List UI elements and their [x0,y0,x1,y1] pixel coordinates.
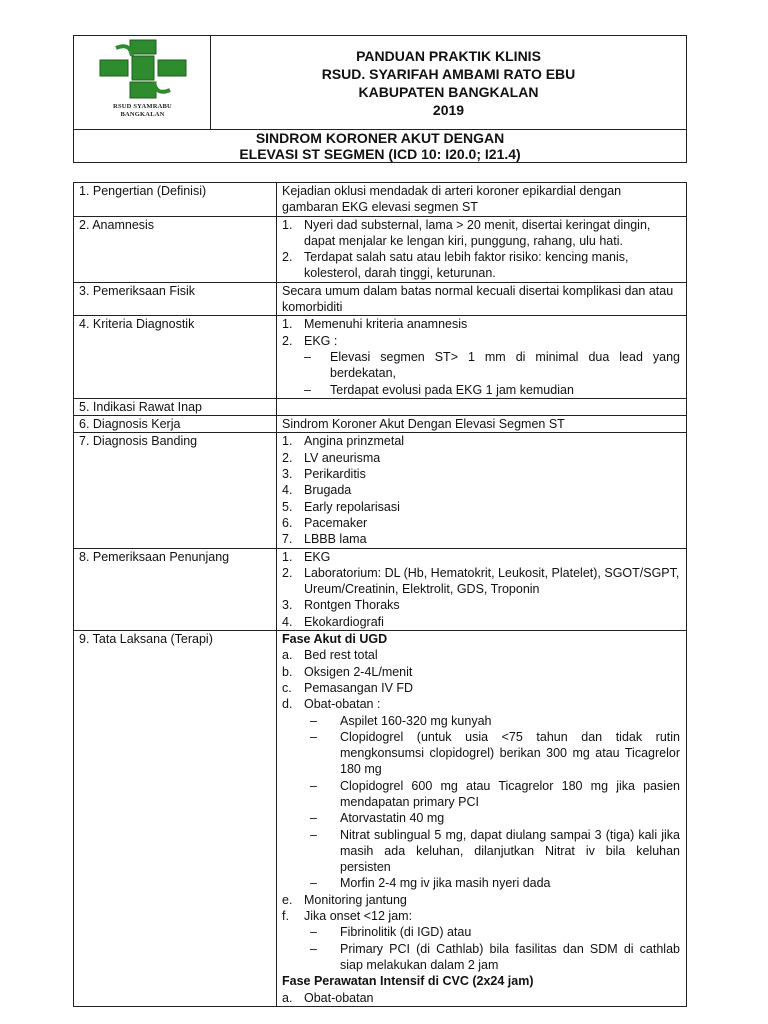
subtitle-line: ELEVASI ST SEGMEN (ICD 10: I20.0; I21.4) [239,146,521,162]
table-row [74,216,687,282]
row-content [277,631,687,1007]
list-item: 5. Early repolarisasi [282,499,400,514]
row-label: 4. Kriteria Diagnostik [74,316,277,398]
list-item: 3. Perikarditis [282,467,366,482]
phase-heading: Fase Akut di UGD [282,632,388,647]
row-content: Secara umum dalam batas normal kecuali disertai komplikasi dan atau komorbiditi [277,282,687,316]
row-content [277,316,687,398]
list-item: c. Pemasangan IV FD [282,680,414,695]
sub-list-item: – Clopidogrel 600 mg atau Ticagrelor 180 mg jika pasien mendapatan primary PCI [310,778,680,809]
list-item: 1. Angina prinzmetal [282,434,405,449]
header-title [211,36,686,129]
row-label: 2. Anamnesis [74,216,277,282]
sub-list-item: – Fibrinolitik (di IGD) atau [310,925,472,940]
row-content: Kejadian oklusi mendadak di arteri koroner epikardial dengan gambaran EKG elevasi segmen ST [277,183,687,217]
sub-list-item: – Primary PCI (di Cathlab) bila fasilitas dan SDM di cathlab siap melakukan dalam 2 jam [310,941,680,972]
table-row [74,416,687,433]
sub-list-item: – Atorvastatin 40 mg [310,811,445,826]
list-item: 4. Brugada [282,483,352,498]
row-content: Sindrom Koroner Akut Dengan Elevasi Segmen ST [277,416,687,433]
hospital-logo [74,36,211,129]
document-header [73,35,687,163]
sub-list-item: – Elevasi segmen ST> 1 mm di minimal dua lead yang berdekatan, [304,349,680,381]
title-line: PANDUAN PRAKTIK KLINIS [356,47,541,64]
list-item: 7. LBBB lama [282,532,367,547]
row-label: 9. Tata Laksana (Terapi) [74,631,277,1007]
phase-heading: Fase Perawatan Intensif di CVC (2x24 jam) [282,974,534,989]
list-item: 4. Ekokardiografi [282,614,384,629]
list-item: 2. Terdapat salah satu atau lebih faktor risiko: kencing manis, kolesterol, darah tinggi, keturunan. [282,250,629,281]
row-label: 3. Pemeriksaan Fisik [74,282,277,316]
row-label: 7. Diagnosis Banding [74,433,277,548]
table-row [74,398,687,415]
list-item: e. Monitoring jantung [282,892,407,907]
title-line: 2019 [432,101,465,118]
sub-list-item: – Aspilet 160-320 mg kunyah [310,713,492,728]
list-item: 3. Rontgen Thoraks [282,598,400,613]
row-label: 5. Indikasi Rawat Inap [74,398,277,415]
row-content [277,548,687,630]
sub-list-item: – Clopidogrel (untuk usia <75 tahun dan tidak rutin mengkonsumsi clopidogrel) berikan 300 mg atau Ticagrelor 180 mg [310,729,680,777]
list-item: f. Jika onset <12 jam: [282,909,413,924]
row-label: 8. Pemeriksaan Penunjang [74,548,277,630]
table-row [74,433,687,548]
row-content [277,216,687,282]
list-item: 2. LV aneurisma [282,450,381,465]
list-item: d. Obat-obatan : [282,697,381,712]
sub-list-item: – Morfin 2-4 mg iv jika masih nyeri dada [310,876,551,891]
table-row [74,316,687,398]
table-row [74,631,687,1007]
logo-text-top: RSUD SYAMRABU [113,103,172,110]
list-item: a. Bed rest total [282,648,378,663]
sub-list-item: – Terdapat evolusi pada EKG 1 jam kemudian [304,382,574,397]
list-item: 2. EKG : [282,333,338,348]
guideline-table [73,182,687,1007]
list-item: a. Obat-obatan [282,990,374,1005]
row-content [277,398,687,415]
list-item: 2. Laboratorium: DL (Hb, Hematokrit, Leukosit, Platelet), SGOT/SGPT, Ureum/Creatinin, Elektrolit, GDS, Troponin [282,565,680,597]
list-item: 1. EKG [282,549,331,564]
document-subtitle [74,129,686,162]
title-line: KABUPATEN BANGKALAN [358,83,539,100]
cross-logo-icon [96,38,190,102]
row-label: 1. Pengertian (Definisi) [74,183,277,217]
list-item: 1. Nyeri dad substernal, lama > 20 menit, disertai keringat dingin, dapat menjalar ke lengan kiri, punggung, rahang, ulu hati. [282,217,651,248]
list-item: 6. Pacemaker [282,515,368,530]
row-content [277,433,687,548]
table-row [74,183,687,217]
table-row [74,282,687,316]
row-label: 6. Diagnosis Kerja [74,416,277,433]
title-line: RSUD. SYARIFAH AMBAMI RATO EBU [321,65,576,82]
table-row [74,548,687,630]
sub-list-item: – Nitrat sublingual 5 mg, dapat diulang sampai 3 (tiga) kali jika masih ada keluhan, dilanjutkan Nitrat iv bila keluhan persisten [310,827,680,875]
subtitle-line: SINDROM KORONER AKUT DENGAN [255,130,505,146]
list-item: 1. Memenuhi kriteria anamnesis [282,317,468,332]
list-item: b. Oksigen 2-4L/menit [282,664,413,679]
logo-text-bottom: BANGKALAN [120,111,165,118]
